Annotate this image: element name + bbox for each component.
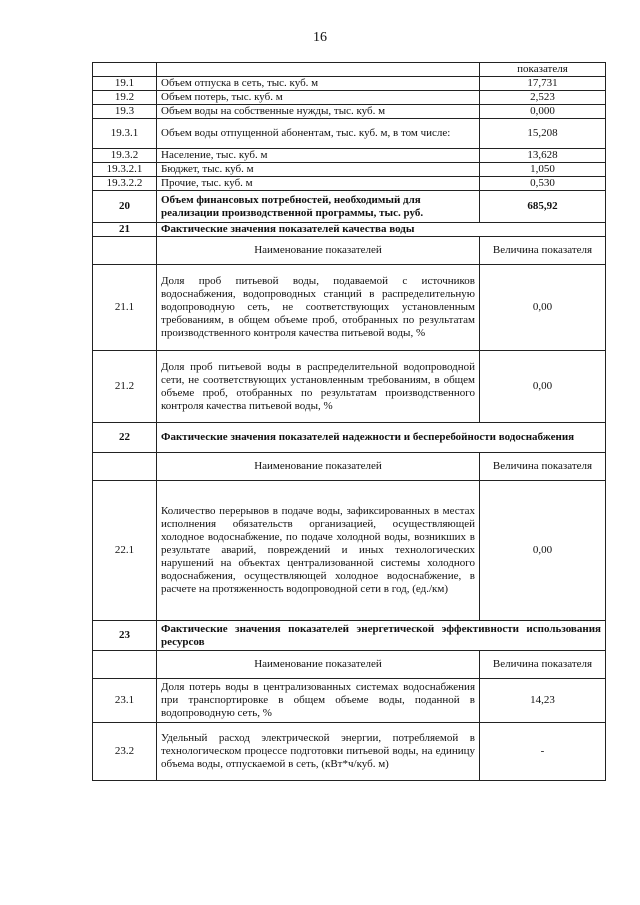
column-header-name: Наименование показателей xyxy=(157,237,480,265)
table-row xyxy=(93,481,606,621)
column-header-value: Величина показателя xyxy=(480,237,606,265)
column-header-name: Наименование показателей xyxy=(157,453,480,481)
column-header-value: Величина показателя xyxy=(480,453,606,481)
section-number: 21 xyxy=(93,223,157,237)
table-row xyxy=(93,105,606,119)
row-value: 0,00 xyxy=(480,481,606,621)
section-title: Фактические значения показателей энергетической эффективности использования ресурсов xyxy=(157,621,606,651)
row-description: Объем отпуска в сеть, тыс. куб. м xyxy=(157,77,480,91)
table-row xyxy=(93,163,606,177)
section-number: 23 xyxy=(93,621,157,651)
row-value: 685,92 xyxy=(480,191,606,223)
value-header-cont: показателя xyxy=(480,63,606,77)
row-description: Бюджет, тыс. куб. м xyxy=(157,163,480,177)
table-row xyxy=(93,723,606,781)
row-number: 19.3.2.1 xyxy=(93,163,157,177)
row-value: 0,00 xyxy=(480,351,606,423)
row-description: Объем финансовых потребностей, необходимый для реализации производственной программы, тыс. руб. xyxy=(157,191,480,223)
indicators-table xyxy=(92,62,606,781)
row-number: 21.2 xyxy=(93,351,157,423)
row-description: Доля потерь воды в централизованных системах водоснабжения при транспортировке в общем объеме воды, поданной в водопроводную сеть, % xyxy=(157,679,480,723)
section-heading xyxy=(93,423,606,453)
table-row xyxy=(93,63,606,77)
row-description: Удельный расход электрической энергии, потребляемой в технологическом процессе подготовки питьевой воды, на единицу объема воды, отпускаемой в сеть, (кВт*ч/куб. м) xyxy=(157,723,480,781)
column-header-name: Наименование показателей xyxy=(157,651,480,679)
empty-cell xyxy=(93,453,157,481)
empty-cell xyxy=(93,651,157,679)
section-title: Фактические значения показателей надежности и бесперебойности водоснабжения xyxy=(157,423,606,453)
section-title: Фактические значения показателей качества воды xyxy=(157,223,606,237)
row-number: 22.1 xyxy=(93,481,157,621)
row-description: Население, тыс. куб. м xyxy=(157,149,480,163)
section-number: 22 xyxy=(93,423,157,453)
empty-cell xyxy=(93,63,157,77)
column-header-row xyxy=(93,453,606,481)
empty-cell xyxy=(93,237,157,265)
row-number: 19.3.2 xyxy=(93,149,157,163)
section-heading xyxy=(93,223,606,237)
row-value: 2,523 xyxy=(480,91,606,105)
row-number: 19.3.2.2 xyxy=(93,177,157,191)
row-number: 23.2 xyxy=(93,723,157,781)
row-value: 0,530 xyxy=(480,177,606,191)
row-value: 1,050 xyxy=(480,163,606,177)
empty-cell xyxy=(157,63,480,77)
page-number: 16 xyxy=(313,30,327,45)
row-number: 19.3.1 xyxy=(93,119,157,149)
row-value: 0,000 xyxy=(480,105,606,119)
row-description: Доля проб питьевой воды, подаваемой с источников водоснабжения, водопроводных станций в распределительную водопроводную сеть, не соответствующих установленным требованиям, в общем объеме проб, отобранных по результатам производственного контроля качества питьевой воды, % xyxy=(157,265,480,351)
row-value: - xyxy=(480,723,606,781)
row-value: 14,23 xyxy=(480,679,606,723)
table-row xyxy=(93,149,606,163)
table-row xyxy=(93,191,606,223)
row-number: 19.3 xyxy=(93,105,157,119)
table-row xyxy=(93,177,606,191)
row-description: Объем воды отпущенной абонентам, тыс. куб. м, в том числе: xyxy=(157,119,480,149)
row-description: Прочие, тыс. куб. м xyxy=(157,177,480,191)
row-value: 0,00 xyxy=(480,265,606,351)
row-number: 21.1 xyxy=(93,265,157,351)
column-header-row xyxy=(93,651,606,679)
column-header-value: Величина показателя xyxy=(480,651,606,679)
section-heading xyxy=(93,621,606,651)
row-value: 13,628 xyxy=(480,149,606,163)
row-value: 17,731 xyxy=(480,77,606,91)
row-number: 19.1 xyxy=(93,77,157,91)
table-row xyxy=(93,351,606,423)
row-value: 15,208 xyxy=(480,119,606,149)
row-description: Количество перерывов в подаче воды, зафиксированных в местах исполнения обязательств организацией, осуществляющей холодное водоснабжение, по подаче холодной воды, возникших в результате аварий, повреждений и иных технологических нарушений на объектах централизованной системы холодного водоснабжения, осуществляющей холодное водоснабжение, в расчете на протяженность водопроводной сети в год, (ед./км) xyxy=(157,481,480,621)
table-row xyxy=(93,77,606,91)
row-number: 19.2 xyxy=(93,91,157,105)
row-description: Доля проб питьевой воды в распределительной водопроводной сети, не соответствующих установленным требованиям, в общем объеме проб, отобранных по результатам производственного контроля качества питьевой воды, % xyxy=(157,351,480,423)
table-row xyxy=(93,119,606,149)
column-header-row xyxy=(93,237,606,265)
table-row xyxy=(93,265,606,351)
row-description: Объем воды на собственные нужды, тыс. куб. м xyxy=(157,105,480,119)
row-description: Объем потерь, тыс. куб. м xyxy=(157,91,480,105)
table-row xyxy=(93,679,606,723)
row-number: 20 xyxy=(93,191,157,223)
table-row xyxy=(93,91,606,105)
row-number: 23.1 xyxy=(93,679,157,723)
